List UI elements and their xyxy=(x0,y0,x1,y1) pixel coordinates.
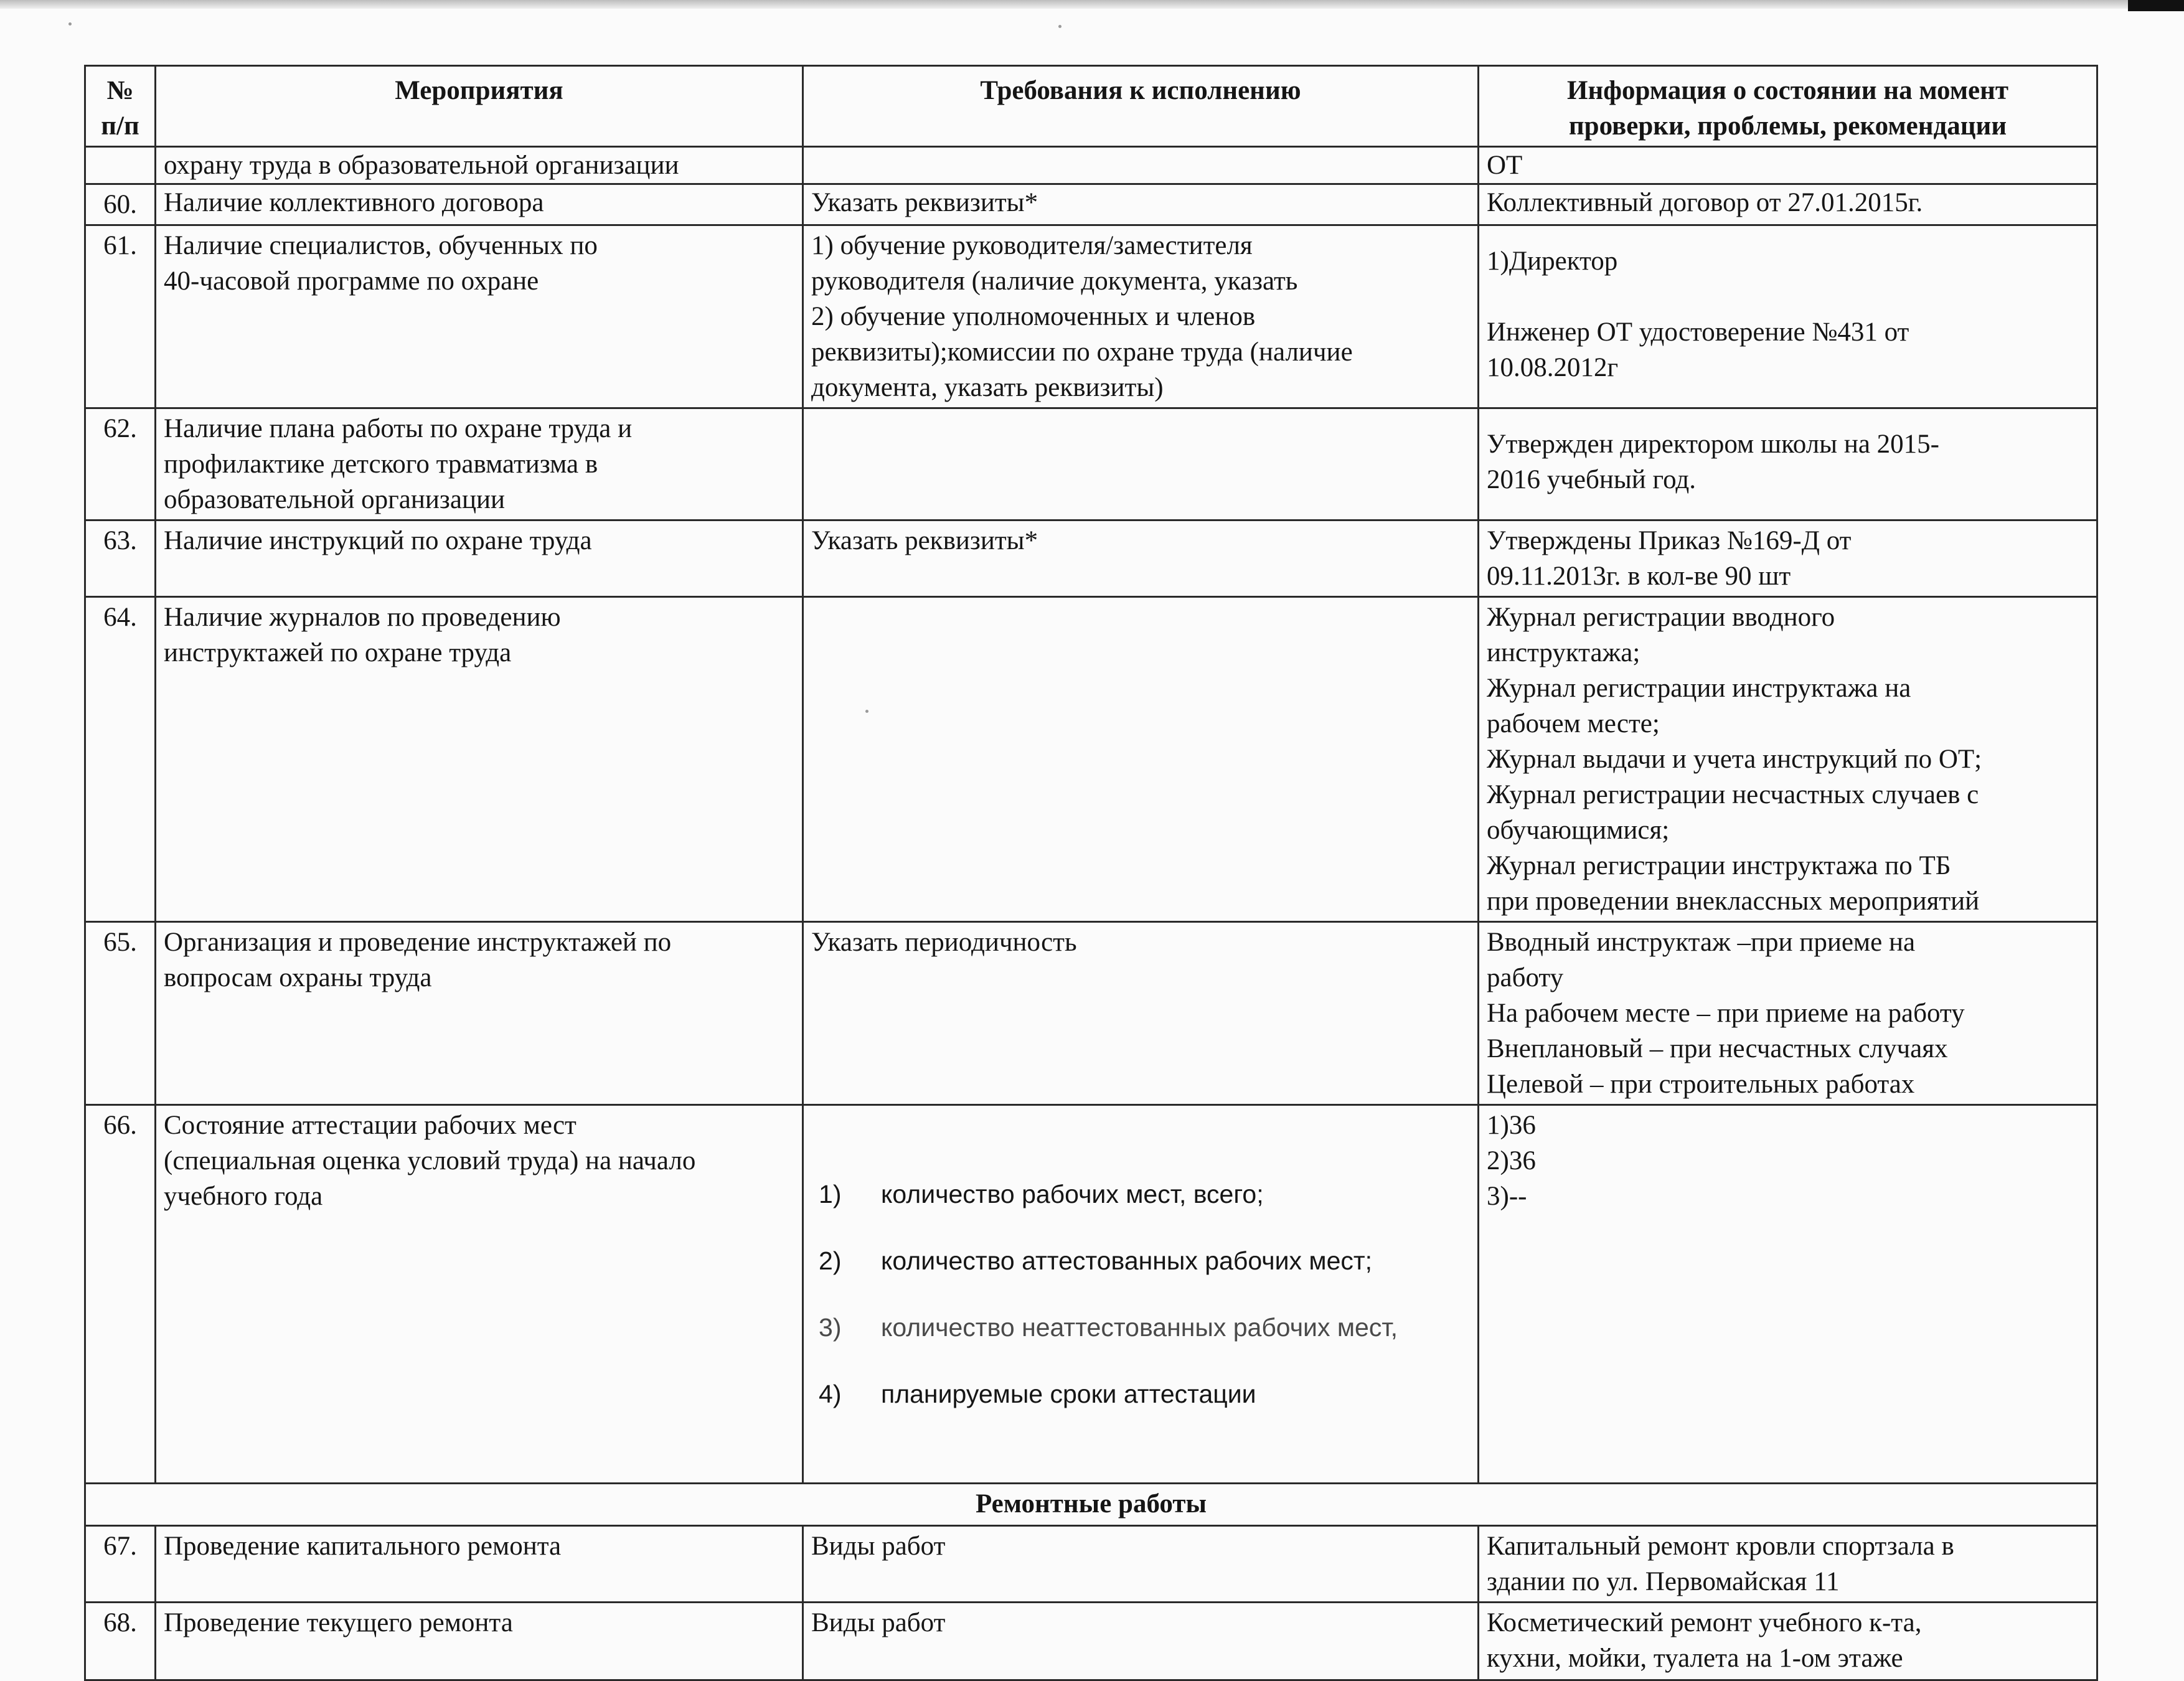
row-info: Вводный инструктаж –при приеме на работу На рабочем месте – при приеме на работу Внеплановый – при несчастных случаях Целевой – при строительных работах xyxy=(1479,922,2097,1105)
header-event: Мероприятия xyxy=(156,66,803,147)
row-requirements: Виды работ xyxy=(803,1526,1479,1603)
row-num: 60. xyxy=(85,184,156,225)
row-event: охрану труда в образовательной организации xyxy=(156,147,803,184)
row-info: Утверждены Приказ №169-Д от 09.11.2013г. в кол-ве 90 шт xyxy=(1479,520,2097,597)
table-row xyxy=(85,1526,2097,1603)
row-info: 1)Директор Инженер ОТ удостоверение №431 от 10.08.2012г xyxy=(1479,225,2097,408)
header-info: Информация о состоянии на момент проверки, проблемы, рекомендации xyxy=(1479,66,2097,147)
row-num: 65. xyxy=(85,922,156,1105)
row-requirements xyxy=(803,408,1479,520)
requirement-item: планируемые сроки аттестации xyxy=(881,1380,1256,1408)
section-row xyxy=(85,1484,2097,1526)
row-event: Наличие инструкций по охране труда xyxy=(156,520,803,597)
table-row xyxy=(85,520,2097,597)
scan-speck xyxy=(68,22,72,26)
row-num: 67. xyxy=(85,1526,156,1603)
row-event: Наличие журналов по проведению инструктажей по охране труда xyxy=(156,597,803,922)
row-info: Журнал регистрации вводного инструктажа; Журнал регистрации инструктажа на рабочем месте; Журнал выдачи и учета инструкций по ОТ; Журнал регистрации несчастных случаев с обучающимися; Журнал регистрации инструктажа по ТБ при проведении внеклассных мероприятий xyxy=(1479,597,2097,922)
row-info: Косметический ремонт учебного к-та, кухни, мойки, туалета на 1-ом этаже xyxy=(1479,1603,2097,1680)
row-info: ОТ xyxy=(1479,147,2097,184)
table-row xyxy=(85,1603,2097,1680)
requirement-item: количество рабочих мест, всего; xyxy=(881,1180,1264,1208)
row-num: 61. xyxy=(85,225,156,408)
row-info: 1)36 2)36 3)-- xyxy=(1479,1105,2097,1484)
header-row xyxy=(85,66,2097,147)
table-row xyxy=(85,1105,2097,1484)
row-requirements: 1) обучение руководителя/заместителя руководителя (наличие документа, указать 2) обучение уполномоченных и членов реквизиты);комиссии по охране труда (наличие документа, указать реквизиты) xyxy=(803,225,1479,408)
header-requirements: Требования к исполнению xyxy=(803,66,1479,147)
row-requirements-list xyxy=(803,1105,1479,1484)
row-requirements: Указать реквизиты* xyxy=(803,520,1479,597)
table-row xyxy=(85,147,2097,184)
table-row xyxy=(85,184,2097,225)
row-event: Организация и проведение инструктажей по вопросам охраны труда xyxy=(156,922,803,1105)
row-event: Проведение текущего ремонта xyxy=(156,1603,803,1680)
row-num: 64. xyxy=(85,597,156,922)
row-info: Утвержден директором школы на 2015- 2016 учебный год. xyxy=(1479,408,2097,520)
row-num: 62. xyxy=(85,408,156,520)
section-title: Ремонтные работы xyxy=(85,1484,2097,1526)
row-event: Наличие специалистов, обученных по 40-часовой программе по охране xyxy=(156,225,803,408)
row-event: Наличие плана работы по охране труда и профилактике детского травматизма в образовательной организации xyxy=(156,408,803,520)
scan-speck xyxy=(1058,25,1061,28)
requirement-item: количество аттестованных рабочих мест; xyxy=(881,1246,1373,1275)
table-row xyxy=(85,922,2097,1105)
table-row xyxy=(85,597,2097,922)
row-info: Коллективный договор от 27.01.2015г. xyxy=(1479,184,2097,225)
scan-corner-mark xyxy=(2128,0,2184,11)
header-num: № п/п xyxy=(85,66,156,147)
row-num: 68. xyxy=(85,1603,156,1680)
row-num: 66. xyxy=(85,1105,156,1484)
row-requirements: Указать периодичность xyxy=(803,922,1479,1105)
row-event: Проведение капитального ремонта xyxy=(156,1526,803,1603)
requirement-item: количество неаттестованных рабочих мест, xyxy=(881,1313,1398,1342)
inspection-table xyxy=(84,65,2098,1681)
row-info: Капитальный ремонт кровли спортзала в здании по ул. Первомайская 11 xyxy=(1479,1526,2097,1603)
row-num: 63. xyxy=(85,520,156,597)
row-requirements: Указать реквизиты* xyxy=(803,184,1479,225)
row-requirements xyxy=(803,147,1479,184)
row-requirements: Виды работ xyxy=(803,1603,1479,1680)
scan-top-edge xyxy=(0,0,2184,9)
table-row xyxy=(85,225,2097,408)
row-requirements xyxy=(803,597,1479,922)
table-row xyxy=(85,408,2097,520)
row-event: Состояние аттестации рабочих мест (специальная оценка условий труда) на начало учебного года xyxy=(156,1105,803,1484)
row-num xyxy=(85,147,156,184)
row-event: Наличие коллективного договора xyxy=(156,184,803,225)
